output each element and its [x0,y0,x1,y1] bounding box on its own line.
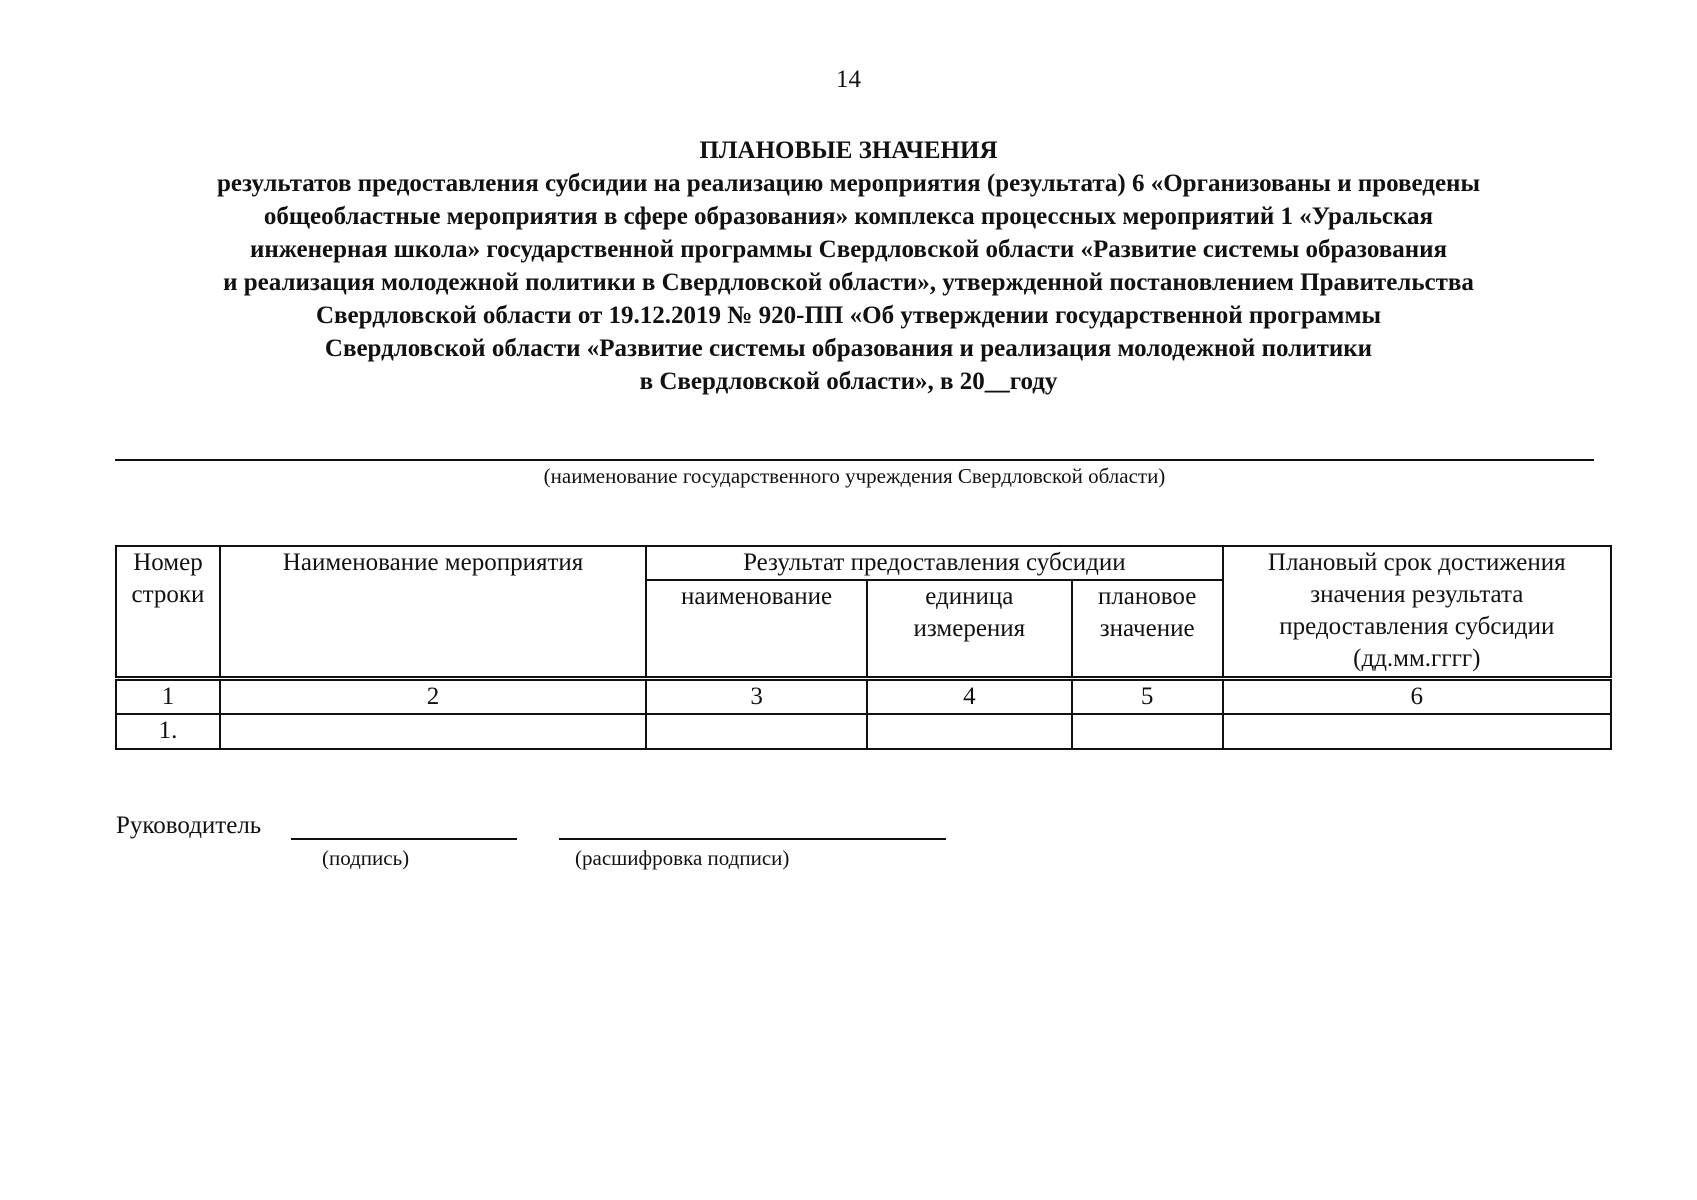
signature-line [291,838,517,840]
signature-decoding-line [559,838,946,840]
signatory-label: Руководитель [116,812,262,839]
event-name-cell [220,714,646,749]
title-heading: ПЛАНОВЫЕ ЗНАЧЕНИЯ [699,137,998,164]
column-number: 6 [1223,678,1611,714]
column-number: 3 [646,678,867,714]
column-number: 5 [1072,678,1223,714]
title-line: Свердловской области «Развитие системы образования и реализация молодежной политики [324,335,1373,362]
signature-decoding-caption: (расшифровка подписи) [575,846,790,870]
unit-cell [867,714,1072,749]
planned-value-cell [1072,714,1223,749]
result-name-cell [646,714,867,749]
deadline-cell [1223,714,1611,749]
results-table [115,545,1612,750]
page-number: 14 [836,66,861,93]
column-number: 2 [220,678,646,714]
header-result-name: наименование [646,580,867,678]
column-number-row [116,678,1611,714]
header-row-number: Номер строки [116,546,220,678]
title-line: Свердловской области от 19.12.2019 № 920-ПП «Об утверждении государственной программы [316,302,1381,329]
document-title [0,134,1697,398]
row-number-cell: 1. [116,714,220,749]
column-number: 4 [867,678,1072,714]
header-event-name: Наименование мероприятия [220,546,646,678]
header-result-group: Результат предоставления субсидии [646,546,1222,580]
title-line: и реализация молодежной политики в Свердловской области», утвержденной постановлением Правительства [223,269,1474,296]
header-deadline: Плановый срок достижения значения результата предоставления субсидии (дд.мм.гггг) [1223,546,1611,678]
institution-caption: (наименование государственного учреждения Свердловской области) [543,464,1166,488]
institution-name-line [115,459,1594,461]
table-row [116,714,1611,749]
title-line: результатов предоставления субсидии на реализацию мероприятия (результата) 6 «Организованы и проведены [217,170,1480,197]
title-line: в Свердловской области», в 20__году [639,368,1058,395]
header-planned-value: плановое значение [1072,580,1223,678]
title-line: инженерная школа» государственной программы Свердловской области «Развитие системы образования [249,236,1448,263]
header-unit: единица измерения [867,580,1072,678]
title-line: общеобластные мероприятия в сфере образования» комплекса процессных мероприятий 1 «Уральская [263,203,1434,230]
column-number: 1 [116,678,220,714]
signature-caption: (подпись) [322,846,410,870]
